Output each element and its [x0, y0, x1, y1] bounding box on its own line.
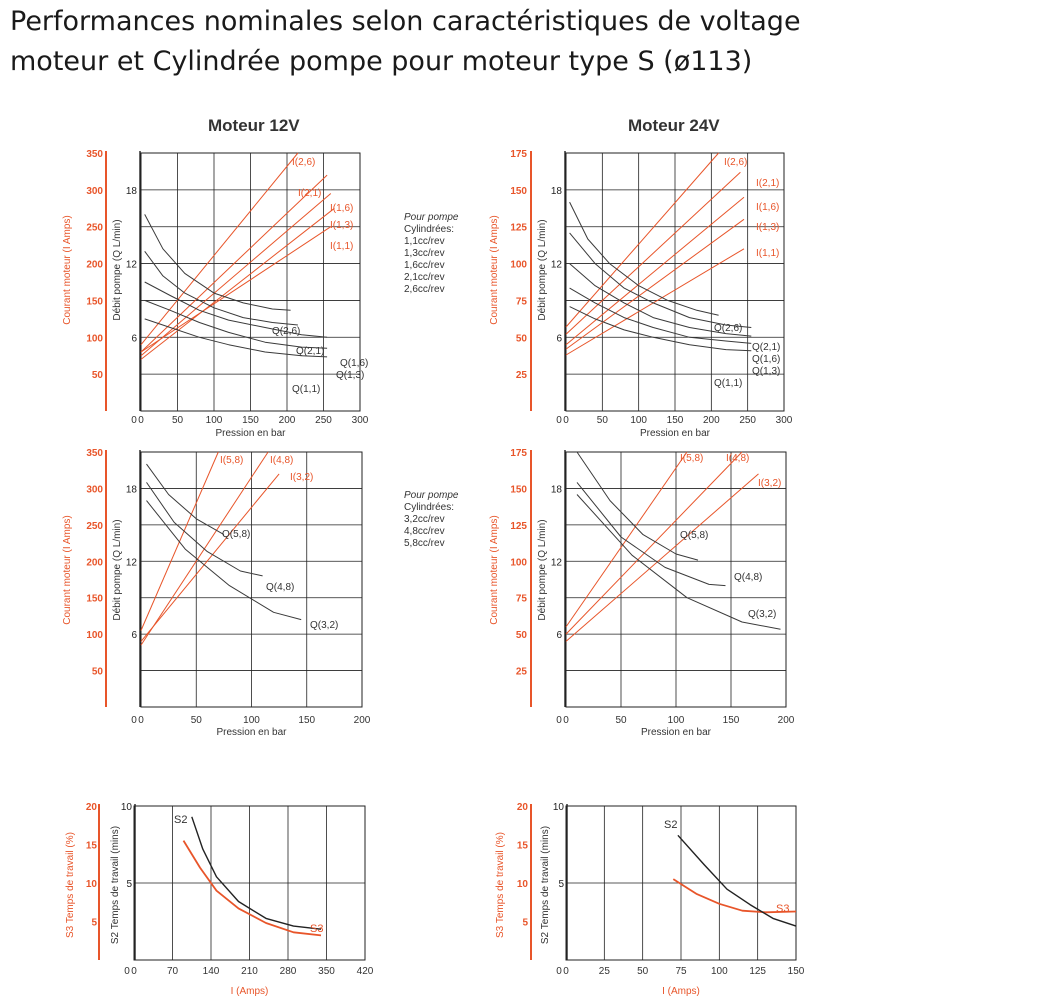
x-tick-label: 50	[596, 415, 608, 426]
x-tick-label: 250	[315, 415, 332, 426]
series-label-flow: Q(1,6)	[340, 358, 369, 369]
x-tick-label: 100	[630, 415, 648, 426]
x-origin-label: 0	[131, 715, 137, 726]
x-tick-label: 0	[131, 966, 137, 977]
left-tick-label: 15	[516, 840, 528, 852]
x-tick-label: 100	[243, 715, 260, 726]
series-label-current: I(2,6)	[292, 157, 316, 168]
series-label-current: I(2,6)	[724, 157, 748, 168]
series-label-flow: Q(2,1)	[296, 346, 325, 357]
x-tick-label: 150	[666, 415, 684, 426]
series-label-flow: Q(5,8)	[680, 530, 709, 541]
right-tick-label: 12	[125, 259, 137, 271]
series-label-flow: Q(2,1)	[752, 342, 781, 353]
x-tick-label: 0	[138, 715, 144, 726]
series-label-current: I(5,8)	[220, 455, 244, 466]
left-tick-label: 100	[510, 557, 527, 569]
right-tick-label: 18	[125, 185, 137, 197]
series-label-current: I(4,8)	[726, 453, 750, 464]
x-tick-label: 150	[298, 715, 316, 726]
left-tick-label: 200	[86, 259, 103, 271]
x-axis-title: I (Amps)	[230, 986, 269, 997]
right-axis-title: Débit pompe (Q L/min)	[112, 519, 123, 621]
right-tick-label: 6	[131, 333, 137, 345]
right-tick-label: 10	[552, 802, 564, 813]
x-tick-label: 25	[598, 966, 610, 977]
left-tick-label: 5	[91, 917, 97, 929]
series-line-current	[141, 194, 331, 356]
series-line-s3	[184, 841, 322, 936]
x-tick-label: 0	[563, 715, 569, 726]
x-tick-label: 50	[190, 715, 202, 726]
x-axis-title: Pression en bar	[640, 727, 712, 738]
pump-note-large-line: 5,8cc/rev	[404, 538, 445, 549]
x-tick-label: 50	[171, 415, 184, 426]
x-tick-label: 420	[356, 966, 374, 977]
right-tick-label: 18	[125, 484, 137, 496]
left-tick-label: 125	[510, 222, 527, 234]
series-line-current	[141, 153, 301, 345]
left-tick-label: 150	[510, 484, 527, 496]
series-label-s3: S3	[776, 903, 790, 915]
series-line-flow	[145, 300, 327, 348]
x-tick-label: 50	[637, 966, 649, 977]
x-tick-label: 150	[787, 966, 805, 977]
series-label-flow: Q(4,8)	[266, 582, 295, 593]
left-tick-label: 5	[522, 917, 528, 929]
chart-12v_duty	[65, 802, 374, 997]
x-origin-label: 0	[556, 966, 562, 977]
series-line-current	[141, 208, 334, 359]
x-axis-title: Pression en bar	[639, 428, 711, 439]
left-tick-label: 175	[510, 149, 527, 160]
series-label-flow: Q(1,6)	[752, 354, 781, 365]
series-label-flow: Q(1,3)	[336, 370, 365, 381]
left-tick-label: 75	[515, 593, 527, 605]
x-tick-label: 140	[202, 966, 220, 977]
x-tick-label: 50	[615, 715, 627, 726]
right-axis-title: S2 Temps de travail (mins)	[110, 825, 121, 945]
left-tick-label: 125	[510, 520, 527, 532]
right-tick-label: 6	[556, 333, 562, 345]
series-label-current: I(1,6)	[330, 203, 354, 214]
series-label-s2: S2	[664, 819, 678, 831]
x-tick-label: 75	[675, 966, 687, 977]
x-tick-label: 300	[775, 415, 793, 426]
x-tick-label: 200	[278, 415, 296, 426]
series-label-s3: S3	[310, 923, 324, 935]
series-line-current	[566, 172, 743, 334]
series-label-current: I(4,8)	[270, 455, 294, 466]
series-label-flow: Q(2,6)	[714, 323, 743, 334]
series-label-current: I(5,8)	[680, 453, 704, 464]
series-label-flow: Q(1,1)	[292, 384, 321, 395]
left-tick-label: 150	[510, 185, 527, 197]
series-label-current: I(2,1)	[756, 178, 780, 189]
left-tick-label: 20	[516, 802, 528, 813]
series-label-current: I(1,6)	[756, 202, 780, 213]
right-tick-label: 6	[556, 630, 562, 642]
chart-12v_large	[62, 448, 371, 738]
right-tick-label: 18	[550, 484, 562, 496]
x-tick-label: 200	[702, 415, 720, 426]
x-tick-label: 70	[166, 966, 179, 977]
left-tick-label: 250	[86, 222, 103, 234]
series-line-current	[141, 474, 279, 642]
chart-24v_small	[489, 149, 793, 439]
series-line-current	[141, 452, 218, 631]
chart-12v_small	[62, 149, 369, 439]
pump-note-small-line: 1,1cc/rev	[404, 236, 445, 247]
x-origin-label: 0	[124, 966, 130, 977]
pump-note-small-line: Cylindrées:	[404, 224, 455, 235]
left-tick-label: 150	[86, 593, 103, 605]
x-tick-label: 280	[279, 966, 297, 977]
right-tick-label: 6	[131, 630, 137, 642]
right-tick-label: 12	[550, 259, 562, 271]
right-tick-label: 12	[125, 557, 137, 569]
right-axis-title: S2 Temps de travail (mins)	[540, 825, 551, 945]
series-label-current: I(1,1)	[330, 241, 354, 252]
x-tick-label: 300	[351, 415, 369, 426]
right-tick-label: 18	[550, 185, 562, 197]
left-tick-label: 25	[515, 370, 527, 382]
series-label-current: I(2,1)	[298, 188, 322, 199]
x-tick-label: 100	[205, 415, 223, 426]
right-axis-title: Débit pompe (Q L/min)	[537, 519, 548, 621]
left-tick-label: 300	[86, 185, 103, 197]
series-line-current	[566, 452, 687, 627]
left-tick-label: 350	[86, 448, 103, 459]
left-tick-label: 50	[515, 333, 527, 345]
pump-note-small-header: Pour pompe	[404, 212, 459, 223]
left-tick-label: 100	[510, 259, 527, 271]
right-tick-label: 5	[558, 879, 564, 890]
x-axis-title: Pression en bar	[215, 428, 286, 439]
series-label-flow: Q(1,1)	[714, 378, 743, 389]
pump-note-small-line: 1,6cc/rev	[404, 260, 445, 271]
x-tick-label: 350	[318, 966, 335, 977]
left-axis-title: S3 Temps de travail (%)	[65, 832, 76, 938]
right-tick-label: 12	[550, 557, 562, 569]
pump-note-small-line: 2,6cc/rev	[404, 284, 445, 295]
x-tick-label: 210	[241, 966, 258, 977]
left-axis-title: Courant moteur (I Amps)	[62, 215, 73, 325]
series-line-flow	[145, 251, 298, 325]
x-tick-label: 200	[777, 715, 795, 726]
left-tick-label: 10	[85, 879, 97, 890]
heading-12v: Moteur 12V	[208, 116, 300, 135]
right-axis-title: Débit pompe (Q L/min)	[537, 219, 548, 321]
left-tick-label: 50	[91, 666, 103, 678]
x-tick-label: 250	[739, 415, 757, 426]
x-tick-label: 125	[749, 966, 767, 977]
left-tick-label: 250	[86, 520, 103, 532]
left-tick-label: 300	[86, 484, 103, 496]
x-tick-label: 200	[353, 715, 371, 726]
series-label-flow: Q(2,6)	[272, 326, 301, 337]
pump-note-small-line: 1,3cc/rev	[404, 248, 445, 259]
right-tick-label: 10	[120, 802, 132, 813]
left-tick-label: 200	[86, 557, 103, 569]
chart-24v_duty	[495, 802, 805, 997]
series-label-flow: Q(3,2)	[310, 620, 339, 631]
series-label-flow: Q(4,8)	[734, 572, 763, 583]
x-tick-label: 150	[722, 715, 740, 726]
series-label-current: I(1,1)	[756, 248, 780, 259]
pump-note-large-line: 4,8cc/rev	[404, 526, 445, 537]
pump-note-large-line: 3,2cc/rev	[404, 514, 445, 525]
left-tick-label: 20	[85, 802, 97, 813]
x-tick-label: 100	[710, 966, 728, 977]
chart-24v_large	[489, 448, 795, 738]
left-tick-label: 10	[516, 879, 528, 890]
pump-note-small-line: 2,1cc/rev	[404, 272, 445, 283]
x-origin-label: 0	[556, 415, 562, 426]
left-axis-title: Courant moteur (I Amps)	[62, 515, 73, 625]
right-axis-title: Débit pompe (Q L/min)	[112, 219, 123, 321]
left-tick-label: 15	[85, 840, 97, 852]
x-tick-label: 0	[563, 966, 569, 977]
left-tick-label: 50	[515, 630, 527, 642]
page-title-line-2: moteur et Cylindrée pompe pour moteur type S (ø113)	[10, 46, 753, 77]
x-origin-label: 0	[556, 715, 562, 726]
pump-note-large-line: Cylindrées:	[404, 502, 455, 513]
series-label-s2: S2	[174, 814, 188, 826]
x-tick-label: 0	[138, 415, 144, 426]
left-axis-title: Courant moteur (I Amps)	[489, 515, 500, 625]
x-tick-label: 100	[667, 715, 685, 726]
left-tick-label: 350	[86, 149, 103, 160]
series-label-current: I(3,2)	[758, 478, 782, 489]
series-line-current	[141, 227, 331, 352]
series-label-current: I(1,3)	[756, 222, 780, 233]
series-label-current: I(3,2)	[290, 472, 314, 483]
x-axis-title: I (Amps)	[662, 986, 700, 997]
left-tick-label: 25	[515, 666, 527, 678]
series-label-flow: Q(5,8)	[222, 529, 251, 540]
x-tick-label: 150	[242, 415, 259, 426]
series-label-flow: Q(3,2)	[748, 609, 777, 620]
pump-note-large-header: Pour pompe	[404, 490, 459, 501]
right-tick-label: 5	[126, 879, 132, 890]
left-tick-label: 100	[86, 630, 103, 642]
left-tick-label: 100	[86, 333, 103, 345]
left-axis-title: Courant moteur (I Amps)	[489, 215, 500, 325]
series-label-flow: Q(1,3)	[752, 366, 781, 377]
series-line-current	[566, 452, 742, 634]
series-label-current: I(1,3)	[330, 220, 354, 231]
left-tick-label: 150	[86, 296, 103, 308]
x-axis-title: Pression en bar	[216, 727, 287, 738]
left-axis-title: S3 Temps de travail (%)	[495, 832, 506, 938]
x-origin-label: 0	[131, 415, 137, 426]
heading-24v: Moteur 24V	[628, 116, 720, 135]
series-line-flow	[577, 452, 698, 560]
x-tick-label: 0	[563, 415, 569, 426]
left-tick-label: 175	[510, 448, 527, 459]
left-tick-label: 50	[91, 370, 103, 382]
page-title-line-1: Performances nominales selon caractéristiques de voltage	[10, 6, 801, 37]
series-line-flow	[145, 214, 291, 310]
left-tick-label: 75	[515, 296, 527, 308]
